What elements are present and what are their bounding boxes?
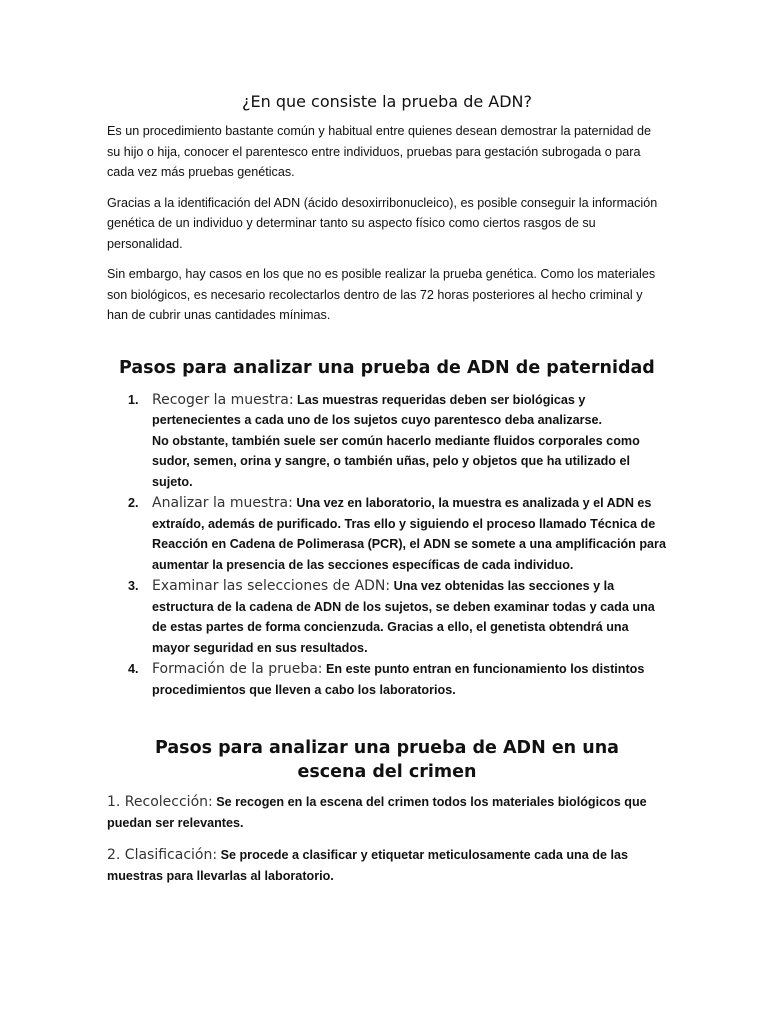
crime-step-text: Se recogen en la escena del crimen todos los materiales biológicos que puedan ser relevantes. (107, 795, 647, 830)
step-number: 1. (128, 392, 139, 407)
step-label: Recoger la muestra: (152, 391, 294, 408)
step-number: 4. (128, 662, 139, 676)
step-extra-text: No obstante, también suele ser común hacerlo mediante fluidos corporales como sudor, semen, orina y sangre, o también uñas, pelo y objetos que ha utilizado el sujeto. (152, 433, 640, 489)
crime-step-item (107, 845, 667, 886)
step-label: Formación de la prueba: (152, 661, 323, 677)
crime-step-item (107, 792, 667, 833)
step-label: Examinar las selecciones de ADN: (152, 578, 391, 594)
intro-paragraph-1: Es un procedimiento bastante común y habitual entre quienes desean demostrar la paternidad de su hijo o hija, conocer el parentesco entre individuos, pruebas para gestación subrogada o para cada vez más pruebas genéticas. (107, 124, 651, 179)
section-heading-paternity: Pasos para analizar una prueba de ADN de paternidad (119, 357, 655, 378)
step-text: Las muestras requeridas deben ser biológicas y pertenecientes a cada uno de los sujetos cuyo parentesco deba analizarse. (152, 392, 603, 427)
list-item (107, 659, 667, 700)
crime-step-label: 1. Recolección: (107, 794, 213, 810)
document-page (107, 92, 667, 898)
section-heading-crime-scene (107, 736, 667, 784)
step-number: 2. (128, 496, 139, 510)
paternity-steps-list (107, 390, 667, 701)
list-item (107, 493, 667, 575)
section-heading-line-2: escena del crimen (297, 762, 477, 782)
step-number: 3. (128, 579, 139, 593)
step-text: Una vez obtenidas las secciones y la estructura de la cadena de ADN de los sujetos, se deben examinar todas y cada una de estas partes de forma concienzuda. Gracias a ello, el genetista obtendrá una mayor seguridad en sus resultados. (152, 579, 655, 655)
step-text: En este punto entran en funcionamiento los distintos procedimientos que lleven a cabo los laboratorios. (152, 662, 645, 697)
section-heading-line-1: Pasos para analizar una prueba de ADN en una (155, 738, 619, 758)
document-title: ¿En que consiste la prueba de ADN? (241, 92, 532, 111)
step-label: Analizar la muestra: (152, 495, 293, 511)
list-item (107, 390, 667, 493)
intro-paragraph-3: Sin embargo, hay casos en los que no es posible realizar la prueba genética. Como los materiales son biológicos, es necesario recolectarlos dentro de las 72 horas posteriores al hecho criminal y han de cubrir unas cantidades mínimas. (107, 267, 656, 322)
crime-step-text: Se procede a clasificar y etiquetar meticulosamente cada una de las muestras para llevarlas al laboratorio. (107, 848, 628, 883)
crime-step-label: 2. Clasificación: (107, 847, 218, 863)
intro-paragraph-2: Gracias a la identificación del ADN (ácido desoxirribonucleico), es posible conseguir la información genética de un individuo y determinar tanto su aspecto físico como ciertos rasgos de su personalidad. (107, 195, 658, 251)
list-item (107, 576, 667, 658)
step-text: Una vez en laboratorio, la muestra es analizada y el ADN es extraído, además de purificado. Tras ello y siguiendo el proceso llamado Técnica de Reacción en Cadena de Polimerasa (PCR), el ADN se somete a una amplificación para aumentar la presencia de las secciones específicas de cada individuo. (152, 496, 666, 572)
